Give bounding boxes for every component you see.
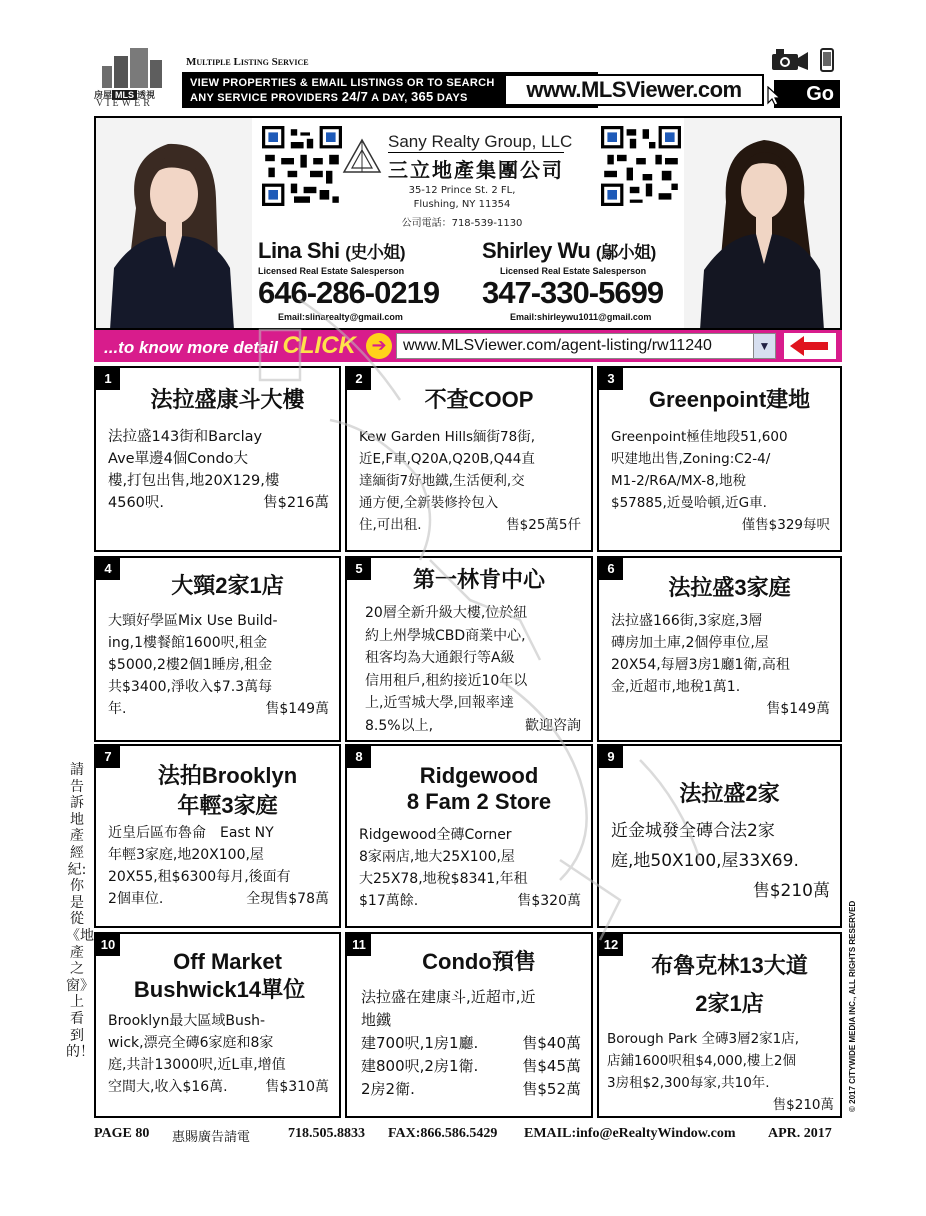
listing-number: 11 [347, 934, 371, 956]
cursor-icon [766, 86, 782, 106]
listing-card-11[interactable] [345, 932, 593, 1118]
listing-price: 售$210萬 [772, 1097, 834, 1113]
listing-subtitle: 2家1店 [695, 991, 764, 1016]
listing-description: 近皇后區布魯侖 East NY 年輕3家庭,地20X100,屋 20X55,租$6300每月,後面有 2個車位. 全現售$78萬 [108, 822, 329, 910]
listing-number: 2 [347, 368, 371, 390]
listing-price: 售$320萬 [517, 893, 581, 909]
listing-number: 5 [347, 558, 371, 580]
logo-viewer-text: VIEWER [96, 98, 153, 109]
website-link[interactable]: www.MLSViewer.com [504, 74, 764, 106]
listing-title: Condo預售 [422, 949, 536, 974]
footer-fax: FAX:866.586.5429 [388, 1126, 498, 1141]
listing-title: 大頸2家1店 [171, 573, 284, 598]
listing-title: 法拍Brooklyn [157, 763, 298, 788]
agent-license: Licensed Real Estate Salesperson [500, 266, 647, 276]
listing-number: 8 [347, 746, 371, 768]
chevron-down-icon[interactable]: ▼ [753, 334, 775, 358]
unit-row: 建700呎,1房1廳. 售$40萬 [361, 1032, 581, 1055]
listing-price: 全現售$78萬 [246, 891, 329, 907]
listing-price: 售$310萬 [265, 1079, 329, 1095]
phone-icon [812, 48, 840, 78]
logo-chinese: 房屋 MLS 透視 [94, 90, 156, 101]
listing-number: 6 [599, 558, 623, 580]
company-name-cn: 三立地產集團公司 [388, 152, 564, 183]
listing-card-5[interactable] [345, 556, 593, 742]
page-number: PAGE 80 [94, 1126, 150, 1141]
qr-code-icon[interactable] [601, 126, 681, 206]
listing-number: 4 [96, 558, 120, 580]
listing-subtitle: 8 Fam 2 Store [406, 789, 552, 814]
listing-price: 售$210萬 [752, 881, 830, 901]
listing-price: 歡迎咨詢 [525, 717, 581, 734]
unit-price: 售$52萬 [522, 1080, 581, 1098]
listing-title: Off Market [173, 949, 282, 974]
company-phone: 公司電話：718-539-1130 [401, 218, 523, 229]
listing-subtitle: 年輕3家庭 [177, 793, 278, 818]
footer-date: APR. 2017 [768, 1126, 832, 1141]
listing-title: 第一林肯中心 [412, 567, 545, 592]
building-icon [102, 66, 112, 88]
company-info [342, 132, 596, 232]
agent-phone[interactable]: 646-286-0219 [258, 275, 440, 310]
unit-row: 建800呎,2房1衛. 售$45萬 [361, 1055, 581, 1078]
listing-price: 售$149萬 [766, 701, 830, 717]
listing-card-2[interactable] [345, 366, 593, 552]
listing-description: Brooklyn最大區域Bush- wick,漂亮全磚6家庭和8家 庭,共計13000呎,近L車,增值 空間大,收入$16萬. 售$310萬 [108, 1010, 329, 1098]
agent-name: Shirley Wu (鄔小姐) [482, 238, 656, 263]
company-name-en: Sany Realty Group, LLC [388, 132, 573, 151]
agent-email[interactable]: Email:slinarealty@gmail.com [278, 312, 403, 322]
company-logo-icon [342, 138, 382, 174]
listing-number: 9 [599, 746, 623, 768]
building-icon [114, 56, 128, 88]
listing-title: 法拉盛康斗大樓 [150, 387, 305, 412]
listing-description: 法拉盛166街,3家庭,3層 磚房加土庫,2個停車位,屋 20X54,每層3房1廳1衛,高租 金,近超市,地稅1萬1. 售$149萬 [611, 610, 830, 720]
go-area [766, 46, 842, 108]
company-address: 35-12 Prince St. 2 FL, Flushing, NY 11354 [408, 185, 516, 210]
listing-description: 法拉盛在建康斗,近超市,近 地鐵 建700呎,1房1廳. 售$40萬 建800呎,2房1衛. 售$45萬 2房2衛. 售$52萬 [361, 986, 581, 1101]
agent-license: Licensed Real Estate Salesperson [258, 266, 405, 276]
listing-number: 1 [96, 368, 120, 390]
listing-price: 僅售$329每呎 [741, 517, 830, 533]
listing-number: 10 [96, 934, 120, 956]
mls-viewer-logo[interactable] [94, 46, 174, 108]
listing-title: Greenpoint建地 [648, 387, 811, 412]
click-label[interactable]: ...to know more detail CLICK [104, 332, 356, 359]
agent-listing-url[interactable]: www.MLSViewer.com/agent-listing/rw11240 ▼ [396, 333, 776, 359]
building-icon [130, 48, 148, 88]
unit-price: 售$45萬 [522, 1057, 581, 1075]
go-button[interactable]: Go [774, 80, 840, 108]
service-line-2: ANY SERVICE PROVIDERS 24/7 A DAY, 365 DAYS [190, 89, 468, 104]
listing-description: 近金城發全磚合法2家 庭,地50X100,屋33X69. 售$210萬 [611, 816, 830, 906]
listing-description: Kew Garden Hills緬街78街, 近E,F車,Q20A,Q20B,Q44直 達緬街7好地鐵,生活便利,交 通方便,全新裝修拎包入 住,可出租. 售$25萬5仟 [359, 426, 581, 536]
service-title: Multiple Listing Service [186, 56, 309, 68]
page-footer [94, 1126, 842, 1146]
listing-description: Ridgewood全磚Corner 8家兩店,地大25X100,屋 大25X78,地稅$8341,年租 $17萬餘. 售$320萬 [359, 824, 581, 912]
listing-title: Ridgewood [419, 763, 539, 788]
arrow-right-icon[interactable]: ➔ [366, 333, 392, 359]
listing-card-4[interactable] [94, 556, 341, 742]
click-bar [94, 330, 842, 362]
listing-number: 7 [96, 746, 120, 768]
side-note: 請告訴地產經紀: 你是從 《地產之窗》 上看到的！ [66, 762, 94, 1061]
listing-description: Borough Park 全磚3層2家1店, 店鋪1600呎租$4,000,樓上2個 3房租$2,300每家,共10年. 售$210萬 [607, 1028, 834, 1116]
agent-photo-shirley-wu [684, 118, 840, 330]
listing-card-7[interactable] [94, 744, 341, 928]
listing-description: 大頸好學區Mix Use Build- ing,1樓餐館1600呎,租金 $5000,2樓2個1睡房,租金 共$3400,淨收入$7.3萬每 年. 售$149萬 [108, 610, 329, 720]
listing-number: 12 [599, 934, 623, 956]
listing-card-9[interactable] [597, 744, 842, 928]
listing-number: 3 [599, 368, 623, 390]
listing-card-1[interactable] [94, 366, 341, 552]
listing-title: 不查COOP [424, 387, 534, 412]
page-header [94, 46, 842, 110]
listing-card-12[interactable] [597, 932, 842, 1118]
listing-card-8[interactable] [345, 744, 593, 928]
agent-shirley-wu [482, 238, 702, 322]
listing-description: Greenpoint極佳地段51,600 呎建地出售,Zoning:C2-4/ M1-2/R6A/MX-8,地稅 $57885,近曼哈頓,近G車. 僅售$329每呎 [611, 426, 830, 536]
agent-email[interactable]: Email:shirleywu1011@gmail.com [510, 312, 652, 322]
listing-description: 法拉盛143街和Barclay Ave單邊4個Condo大 樓,打包出售,地20X129,樓 4560呎. 售$216萬 [108, 426, 329, 514]
listing-description: 20層全新升級大樓,位於紐 約上州學城CBD商業中心, 租客均為大通銀行等A級 信用租戶,租約接近10年以 上,近雪城大學,回報率達 8.5%以上, 歡迎咨詢 [365, 602, 581, 737]
agent-banner [94, 116, 842, 330]
back-arrow-icon[interactable] [784, 333, 836, 359]
unit-row: 2房2衛. 售$52萬 [361, 1078, 581, 1101]
listing-card-10[interactable] [94, 932, 341, 1118]
service-line-1: VIEW PROPERTIES & EMAIL LISTINGS OR TO SEARCH [190, 77, 495, 89]
footer-ad-label: 惠賜廣告請電 [172, 1130, 251, 1145]
qr-code-icon[interactable] [262, 126, 342, 206]
listing-title: 法拉盛2家 [679, 781, 780, 806]
listing-title: 布魯克林13大道 [651, 953, 808, 978]
agent-phone[interactable]: 347-330-5699 [482, 275, 664, 310]
listing-price: 售$25萬5仟 [506, 517, 581, 533]
listing-price: 售$149萬 [265, 701, 329, 717]
footer-phone: 718.505.8833 [288, 1126, 365, 1141]
building-icon [150, 60, 162, 88]
copyright-notice: © 2017 CITYWIDE MEDIA INC., ALL RIGHTS RESERVED [848, 900, 857, 1112]
agent-name: Lina Shi (史小姐) [258, 238, 406, 263]
footer-email[interactable]: EMAIL:info@eRealtyWindow.com [524, 1126, 736, 1141]
listing-title: 法拉盛3家庭 [668, 575, 791, 600]
listing-card-6[interactable] [597, 556, 842, 742]
listing-price: 售$216萬 [263, 495, 329, 511]
unit-price: 售$40萬 [522, 1034, 581, 1052]
camera-icon [770, 46, 810, 72]
agent-photo-lina-shi [96, 118, 252, 330]
agent-lina-shi [258, 238, 478, 322]
listing-card-3[interactable] [597, 366, 842, 552]
listing-subtitle: Bushwick14單位 [133, 977, 306, 1002]
